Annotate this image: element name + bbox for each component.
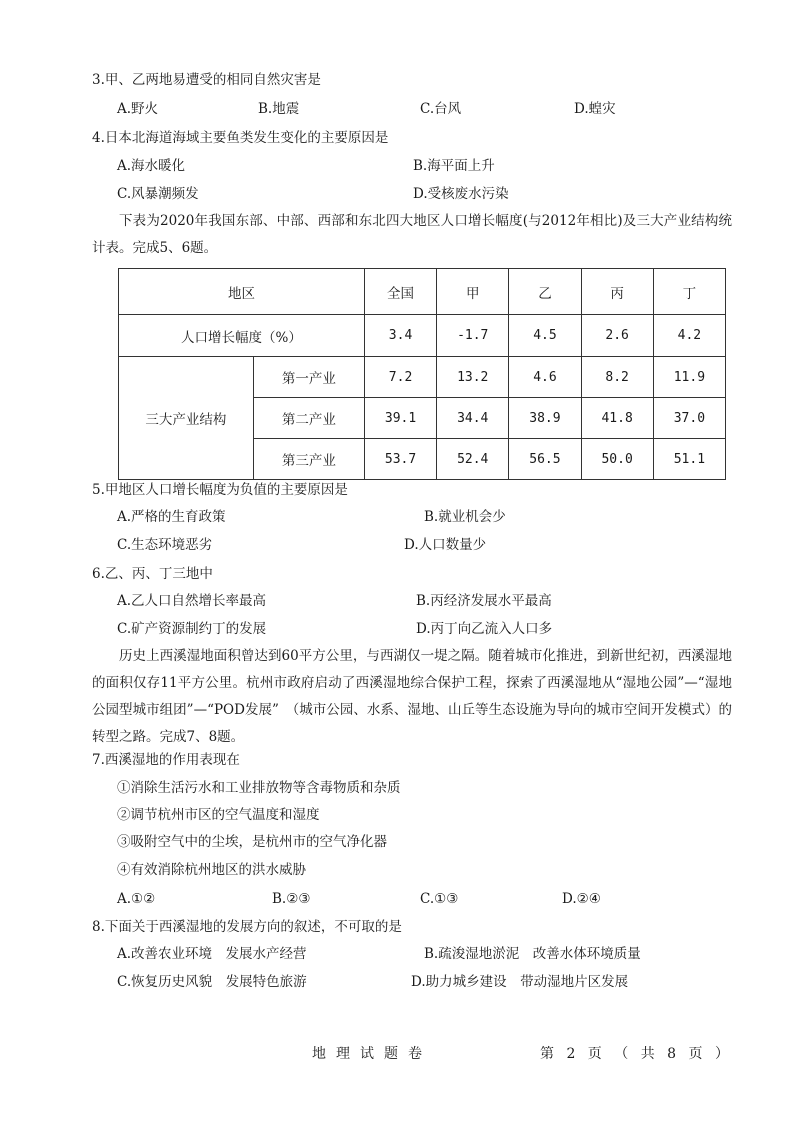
question-7-item-3: ③吸附空气中的尘埃，是杭州市的空气净化器 bbox=[117, 834, 387, 850]
question-7-option-a: A.①② bbox=[117, 891, 156, 907]
table-header-cell: 甲 bbox=[437, 269, 509, 315]
table-cell: 39.1 bbox=[364, 398, 436, 439]
table-cell: 34.4 bbox=[437, 398, 509, 439]
footer-subject: 地理试题卷 bbox=[312, 1046, 432, 1062]
question-7-stem: 7.西溪湿地的作用表现在 bbox=[92, 752, 240, 768]
question-8-option-d: D.助力城乡建设 带动湿地片区发展 bbox=[411, 974, 629, 990]
table-header-region: 地区 bbox=[119, 269, 365, 315]
question-3-option-b: B.地震 bbox=[258, 101, 300, 117]
question-8-option-a: A.改善农业环境 发展水产经营 bbox=[117, 946, 307, 962]
table-cell: 53.7 bbox=[364, 439, 436, 480]
table-cell: 2.6 bbox=[581, 315, 653, 357]
table-cell: 41.8 bbox=[581, 398, 653, 439]
question-3-option-a: A.野火 bbox=[117, 101, 159, 117]
table-row-label: 人口增长幅度（%） bbox=[119, 315, 365, 357]
question-7-option-c: C.①③ bbox=[420, 891, 459, 907]
footer-page-number: 第 2 页 （ 共 8 页 ） bbox=[540, 1046, 733, 1062]
question-5-option-b: B.就业机会少 bbox=[424, 509, 506, 525]
question-7-item-4: ④有效消除杭州地区的洪水威胁 bbox=[117, 862, 306, 878]
question-5-stem: 5.甲地区人口增长幅度为负值的主要原因是 bbox=[92, 482, 348, 498]
table-cell: 56.5 bbox=[509, 439, 581, 480]
table-cell: 51.1 bbox=[653, 439, 725, 480]
question-7-item-1: ①消除生活污水和工业排放物等含毒物质和杂质 bbox=[117, 780, 401, 796]
table-cell: 38.9 bbox=[509, 398, 581, 439]
table-row-population bbox=[119, 315, 726, 357]
table-header-cell: 丙 bbox=[581, 269, 653, 315]
question-4-option-c: C.风暴潮频发 bbox=[117, 186, 199, 202]
question-6-option-b: B.丙经济发展水平最高 bbox=[416, 593, 552, 609]
table-cell: 50.0 bbox=[581, 439, 653, 480]
question-7-item-2: ②调节杭州市区的空气温度和湿度 bbox=[117, 807, 320, 823]
table-group-label: 三大产业结构 bbox=[119, 357, 254, 480]
table-header-row bbox=[119, 269, 726, 315]
question-6-stem: 6.乙、丙、丁三地中 bbox=[92, 566, 213, 582]
table-cell: 4.6 bbox=[509, 357, 581, 398]
question-3-option-c: C.台风 bbox=[420, 101, 462, 117]
question-6-option-c: C.矿产资源制约丁的发展 bbox=[117, 621, 267, 637]
table-cell: 7.2 bbox=[364, 357, 436, 398]
intro-questions-7-8: 历史上西溪湿地面积曾达到60平方公里，与西湖仅一堤之隔。随着城市化推进，到新世纪初，西溪湿地的面积仅存11平方公里。杭州市政府启动了西溪湿地综合保护工程，探索了西溪湿地从“湿地公园”—“湿地公园型城市组团”—“POD发展” （城市公园、水系、湿地、山丘等生态设施为导向的城市空间开发模式）的转型之路。完成7、8题。 bbox=[92, 648, 732, 745]
question-8-stem: 8.下面关于西溪湿地的发展方向的叙述，不可取的是 bbox=[92, 919, 402, 935]
question-8-option-b: B.疏浚湿地淤泥 改善水体环境质量 bbox=[424, 946, 641, 962]
table-cell: 37.0 bbox=[653, 398, 725, 439]
table-header-cell: 乙 bbox=[509, 269, 581, 315]
table-cell: 8.2 bbox=[581, 357, 653, 398]
intro-questions-5-6: 下表为2020年我国东部、中部、西部和东北四大地区人口增长幅度(与2012年相比)及三大产业结构统计表。完成5、6题。 bbox=[92, 213, 732, 256]
question-5-option-c: C.生态环境恶劣 bbox=[117, 537, 213, 553]
question-6-option-d: D.丙丁向乙流入人口多 bbox=[416, 621, 553, 637]
question-7-option-d: D.②④ bbox=[562, 891, 601, 907]
table-row-label: 第二产业 bbox=[253, 398, 364, 439]
question-4-option-a: A.海水暖化 bbox=[117, 158, 186, 174]
question-3-stem: 3.甲、乙两地易遭受的相同自然灾害是 bbox=[92, 72, 321, 88]
table-cell: 3.4 bbox=[364, 315, 436, 357]
question-4-option-b: B.海平面上升 bbox=[413, 158, 495, 174]
table-row-label: 第一产业 bbox=[253, 357, 364, 398]
question-5-option-a: A.严格的生育政策 bbox=[117, 509, 226, 525]
question-7-option-b: B.②③ bbox=[272, 891, 311, 907]
table-header-cell: 丁 bbox=[653, 269, 725, 315]
table-header-cell: 全国 bbox=[364, 269, 436, 315]
table-cell: 4.2 bbox=[653, 315, 725, 357]
table-row-label: 第三产业 bbox=[253, 439, 364, 480]
question-5-option-d: D.人口数量少 bbox=[404, 537, 487, 553]
table-cell: 11.9 bbox=[653, 357, 725, 398]
question-8-option-c: C.恢复历史风貌 发展特色旅游 bbox=[117, 974, 307, 990]
table-cell: -1.7 bbox=[437, 315, 509, 357]
table-cell: 4.5 bbox=[509, 315, 581, 357]
question-4-option-d: D.受核废水污染 bbox=[413, 186, 509, 202]
statistics-table bbox=[118, 268, 726, 480]
question-6-option-a: A.乙人口自然增长率最高 bbox=[117, 593, 267, 609]
question-3-option-d: D.蝗灾 bbox=[574, 101, 616, 117]
table-cell: 13.2 bbox=[437, 357, 509, 398]
table-row-primary bbox=[119, 357, 726, 398]
table-cell: 52.4 bbox=[437, 439, 509, 480]
question-4-stem: 4.日本北海道海域主要鱼类发生变化的主要原因是 bbox=[92, 130, 389, 146]
